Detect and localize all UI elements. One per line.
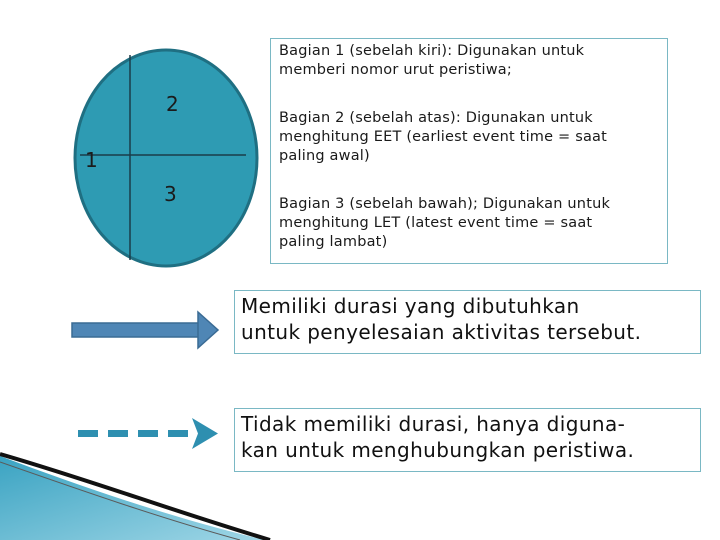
node-part1-number: 1: [85, 148, 98, 172]
solid-arrow-icon: [70, 308, 230, 352]
node-legend-box: [270, 38, 668, 264]
event-node-circle: [75, 50, 257, 266]
node-part2-number: 2: [166, 92, 179, 116]
dashed-arrow-description: Tidak memiliki durasi, hanya diguna- kan untuk menghubungkan peristiwa.: [234, 408, 701, 472]
event-node-diagram: [0, 0, 270, 270]
legend-part3-text: Bagian 3 (sebelah bawah); Digunakan untuk menghitung LET (latest event time = saat paling lambat): [279, 196, 611, 250]
node-part3-number: 3: [164, 182, 177, 206]
decorative-swoosh: [0, 440, 300, 540]
legend-part1-text: Bagian 1 (sebelah kiri): Digunakan untuk memberi nomor urut peristiwa;: [279, 43, 585, 78]
legend-part2-text: Bagian 2 (sebelah atas): Digunakan untuk menghitung EET (earliest event time = saat paling awal): [279, 110, 608, 164]
solid-arrow-description: Memiliki durasi yang dibutuhkan untuk penyelesaian aktivitas tersebut.: [234, 290, 701, 354]
